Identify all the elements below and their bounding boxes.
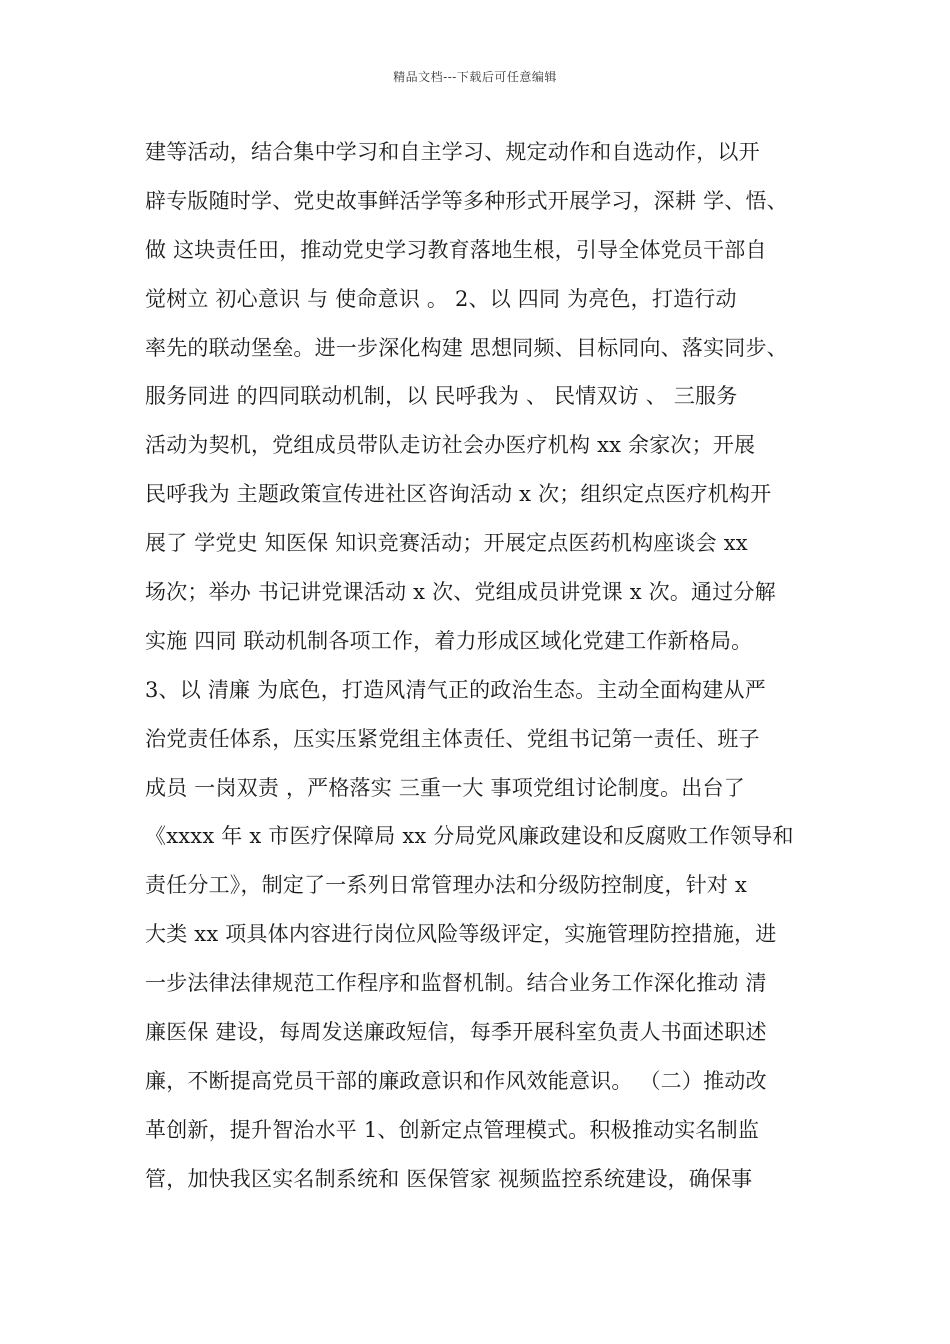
text-line: 大类 xx 项具体内容进行岗位风险等级评定，实施管理防控措施，进 <box>145 922 777 947</box>
text-line: 展了 学党史 知医保 知识竞赛活动；开展定点医药机构座谈会 xx <box>145 531 748 556</box>
text-line: 廉，不断提高党员干部的廉政意识和作风效能意识。 （二）推动改 <box>145 1068 767 1093</box>
text-line: 一步法律法律规范工作程序和监督机制。结合业务工作深化推动 清 <box>145 971 767 996</box>
text-line: 做 这块责任田，推动党史学习教育落地生根，引导全体党员干部自 <box>145 237 767 262</box>
text-line: 管，加快我区实名制系统和 医保管家 视频监控系统建设，确保事 <box>145 1166 753 1191</box>
text-line: 辟专版随时学、党史故事鲜活学等多种形式开展学习，深耕 学、悟、 <box>145 188 788 213</box>
text-line: 革创新，提升智治水平 1、创新定点管理模式。积极推动实名制监 <box>145 1117 760 1142</box>
text-line: 建等活动，结合集中学习和自主学习、规定动作和自选动作，以开 <box>145 140 760 164</box>
text-line: 率先的联动堡垒。进一步深化构建 思想同频、目标同向、落实同步、 <box>145 335 788 360</box>
page-header: 精品文档---下载后可任意编辑 <box>393 70 557 84</box>
text-line: 3、以 清廉 为底色，打造风清气正的政治生态。主动全面构建从严 <box>145 677 766 702</box>
text-line: 活动为契机，党组成员带队走访社会办医疗机构 xx 余家次；开展 <box>145 433 756 458</box>
text-line: 实施 四同 联动机制各项工作，着力形成区域化党建工作新格局。 <box>145 628 753 653</box>
text-line: 服务同进 的四同联动机制，以 民呼我为 、 民情双访 、 三服务 <box>145 384 738 409</box>
text-line: 责任分工》，制定了一系列日常管理办法和分级防控制度，针对 x <box>145 873 748 898</box>
text-line: 《xxxx 年 x 市医疗保障局 xx 分局党风廉政建设和反腐败工作领导和 <box>145 824 794 849</box>
text-line: 场次；举办 书记讲党课活动 x 次、党组成员讲党课 x 次。通过分解 <box>145 580 776 605</box>
text-line: 治党责任体系，压实压紧党组主体责任、党组书记第一责任、班子 <box>145 726 760 751</box>
document-body <box>145 128 835 1204</box>
text-line: 觉树立 初心意识 与 使命意识 。 2、以 四同 为亮色，打造行动 <box>145 286 737 311</box>
text-line: 廉医保 建设，每周发送廉政短信，每季开展科室负责人书面述职述 <box>145 1020 767 1045</box>
text-line: 成员 一岗双责 ，严格落实 三重一大 事项党组讨论制度。出台了 <box>145 775 745 800</box>
text-line: 民呼我为 主题政策宣传进社区咨询活动 x 次；组织定点医疗机构开 <box>145 482 772 507</box>
